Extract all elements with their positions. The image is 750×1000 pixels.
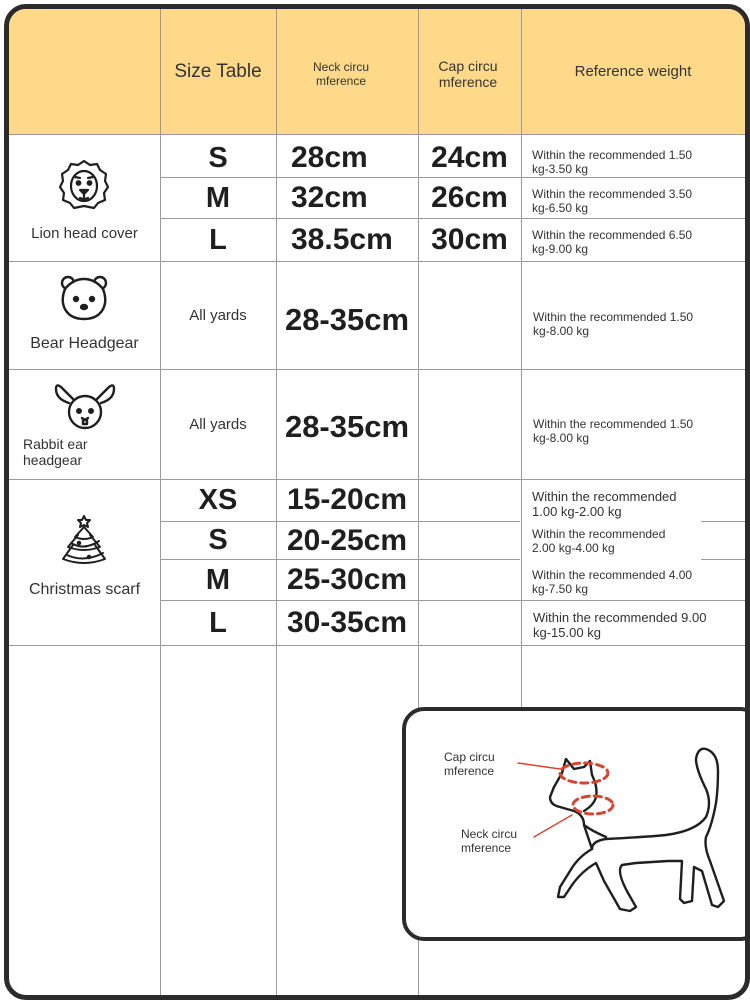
- lion-size-m: M: [205, 181, 231, 214]
- diagram-cap-line2: mference: [444, 764, 495, 778]
- lion-cap-m: 26cm: [431, 181, 508, 214]
- row-divider: [9, 134, 745, 135]
- size-chart: [4, 4, 750, 1000]
- scarf-neck-xs: 15-20cm: [286, 483, 408, 516]
- scarf-neck-m: 25-30cm: [286, 563, 408, 596]
- row-divider: [9, 645, 745, 646]
- weight-line2: 1.00 kg-2.00 kg: [532, 504, 622, 519]
- row-divider: [160, 218, 745, 219]
- lion-size-l: L: [209, 223, 227, 256]
- lion-weight-m: [532, 188, 692, 215]
- rabbit-weight: [533, 418, 693, 445]
- bear-size: All yards: [189, 306, 247, 324]
- header-cap-line1: Cap circu: [438, 58, 498, 74]
- lion-neck-l: 38.5cm: [291, 223, 393, 256]
- scarf-weight-s: [532, 528, 665, 555]
- scarf-size-xs: XS: [198, 483, 238, 516]
- weight-line2: kg-8.00 kg: [533, 323, 590, 338]
- scarf-weight-m: [532, 569, 692, 596]
- header-cap-line2: mference: [438, 74, 498, 90]
- bear-weight: [533, 311, 693, 338]
- scarf-name: Christmas scarf: [28, 581, 141, 598]
- lion-weight-l: [532, 229, 692, 256]
- scarf-size-m: M: [205, 563, 231, 596]
- weight-line1: Within the recommended 9.00: [533, 610, 707, 625]
- weight-line1: Within the recommended 1.50: [533, 417, 694, 431]
- scarf-neck-s: 20-25cm: [286, 523, 408, 557]
- rabbit-name-line1: Rabbit ear: [23, 436, 88, 452]
- weight-line2: 2.00 kg-4.00 kg: [532, 540, 615, 555]
- header-cap: [418, 54, 518, 94]
- weight-line2: kg-9.00 kg: [532, 241, 589, 256]
- diagram-neck-line1: Neck circu: [461, 827, 518, 841]
- header-weight: Reference weight: [574, 63, 692, 80]
- weight-line1: Within the recommended: [532, 489, 677, 504]
- diagram-cap-line1: Cap circu: [444, 750, 495, 764]
- header-neck: [276, 54, 406, 94]
- weight-line1: Within the recommended 6.50: [532, 228, 693, 242]
- header-neck-line2: mference: [315, 74, 367, 88]
- weight-line1: Within the recommended 3.50: [532, 187, 693, 201]
- bear-neck: 28-35cm: [284, 302, 410, 337]
- header-size-table: Size Table: [174, 60, 262, 82]
- scarf-size-l: L: [209, 606, 227, 639]
- rabbit-head-icon: [53, 379, 117, 431]
- weight-line2: kg-3.50 kg: [532, 161, 589, 176]
- scarf-neck-l: 30-35cm: [286, 606, 408, 639]
- lion-head-icon: [57, 157, 111, 211]
- weight-line1: Within the recommended: [532, 527, 666, 541]
- bear-head-icon: [57, 271, 111, 323]
- weight-line1: Within the recommended 1.50: [532, 148, 693, 162]
- rabbit-size: All yards: [189, 415, 247, 433]
- diagram-neck-line2: mference: [461, 841, 512, 855]
- lion-neck-m: 32cm: [291, 181, 368, 214]
- weight-line1: Within the recommended 1.50: [533, 310, 694, 324]
- row-divider: [701, 559, 745, 560]
- row-divider: [160, 177, 745, 178]
- christmas-tree-icon: [59, 513, 109, 569]
- rabbit-name: [23, 436, 88, 468]
- weight-line2: kg-8.00 kg: [533, 430, 590, 445]
- rabbit-name-line2: headgear: [23, 452, 83, 468]
- weight-line2: kg-15.00 kg: [533, 625, 601, 640]
- weight-line2: kg-6.50 kg: [532, 200, 589, 215]
- bear-name: Bear Headgear: [30, 335, 139, 352]
- scarf-weight-xs: [532, 489, 677, 519]
- rabbit-neck: 28-35cm: [284, 409, 410, 444]
- lion-cap-l: 30cm: [431, 223, 508, 256]
- cat-outline-icon: [406, 711, 750, 937]
- lion-neck-s: 28cm: [291, 141, 368, 174]
- lion-name: Lion head cover: [31, 225, 138, 242]
- lion-cap-s: 24cm: [431, 141, 508, 174]
- scarf-weight-l: [533, 610, 706, 640]
- weight-line2: kg-7.50 kg: [532, 581, 589, 596]
- header-neck-line1: Neck circu: [312, 60, 369, 74]
- lion-size-s: S: [208, 141, 228, 174]
- row-divider: [701, 521, 745, 522]
- weight-line1: Within the recommended 4.00: [532, 568, 693, 582]
- scarf-size-s: S: [208, 524, 228, 556]
- lion-weight-s: [532, 149, 692, 176]
- measurement-diagram: [402, 707, 750, 941]
